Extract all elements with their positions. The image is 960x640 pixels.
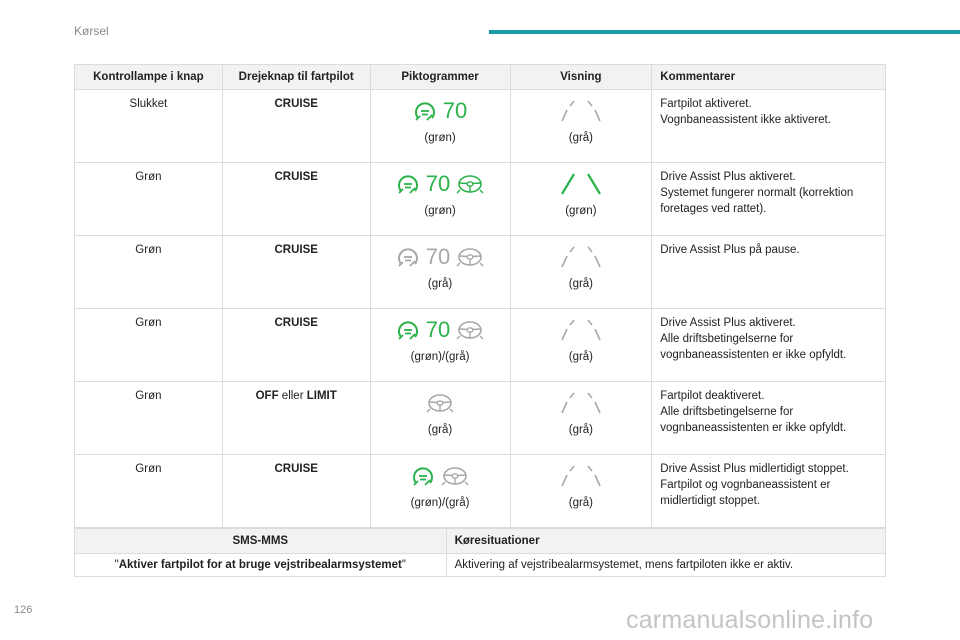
display-caption: (grøn) (565, 205, 597, 217)
lane-right-icon (586, 172, 602, 196)
pictogram-cell (370, 163, 510, 236)
sms-message: Aktiver fartpilot for at bruge vejstribealarmsystemet (118, 559, 402, 571)
lamp-cell: Grøn (75, 163, 223, 236)
section-title: Kørsel (74, 24, 109, 38)
sms-table (74, 528, 886, 577)
pictogram-caption: (grøn)/(grå) (410, 497, 470, 509)
pictogram-cell (370, 455, 510, 528)
header-accent-bar (489, 30, 960, 34)
column-header-situations: Køresituationer (446, 529, 885, 554)
lane-left-icon (560, 464, 576, 488)
pictogram-caption: (grøn) (424, 205, 456, 217)
speed-value: 70 (425, 244, 451, 269)
lamp-cell: Grøn (75, 455, 223, 528)
lamp-cell: Grøn (75, 309, 223, 382)
column-header-pictograms: Piktogrammer (370, 65, 510, 90)
cruise-control-icon (413, 101, 437, 121)
lane-left-icon (560, 318, 576, 342)
comment-line: Alle driftsbetingelserne for vognbaneassistenten er ikke opfyldt. (660, 333, 847, 361)
speed-value: 70 (442, 98, 468, 123)
table-row (75, 163, 886, 236)
pictogram-caption: (grå) (427, 424, 453, 436)
column-header-comments: Kommentarer (652, 65, 886, 90)
knob-cell: CRUISE (222, 455, 370, 528)
sms-header-row (75, 529, 886, 554)
speed-value: 70 (425, 171, 451, 196)
table-row (75, 236, 886, 309)
display-cell (510, 163, 652, 236)
sms-row (75, 554, 886, 577)
steering-wheel-icon (456, 173, 484, 195)
lamp-cell: Grøn (75, 236, 223, 309)
display-caption: (grå) (568, 278, 594, 290)
pictogram-cell (370, 382, 510, 455)
table-row (75, 309, 886, 382)
display-cell (510, 455, 652, 528)
steering-wheel-icon (441, 465, 469, 487)
lamp-cell: Grøn (75, 382, 223, 455)
lane-left-icon (560, 99, 576, 123)
display-cell (510, 382, 652, 455)
cruise-control-icon (396, 320, 420, 340)
display-caption: (grå) (568, 497, 594, 509)
indicator-table (74, 64, 886, 528)
column-header-lamp: Kontrollampe i knap (75, 65, 223, 90)
speed-value: 70 (425, 317, 451, 342)
table-header-row (75, 65, 886, 90)
sms-message-cell: "Aktiver fartpilot for at bruge vejstribealarmsystemet" (75, 554, 447, 577)
comment-line: Vognbaneassistent ikke aktiveret. (660, 114, 831, 126)
pictogram-caption: (grøn) (424, 132, 456, 144)
watermark: carmanualsonline.info (626, 606, 874, 634)
display-caption: (grå) (568, 424, 594, 436)
cruise-control-icon (396, 174, 420, 194)
column-header-sms: SMS-MMS (75, 529, 447, 554)
comment-cell (652, 382, 886, 455)
comment-line: Fartpilot aktiveret. (660, 98, 752, 110)
table-row (75, 382, 886, 455)
comment-cell (652, 163, 886, 236)
comment-line: Drive Assist Plus på pause. (660, 244, 800, 256)
lane-right-icon (586, 99, 602, 123)
page-number: 126 (14, 604, 33, 616)
table-row (75, 455, 886, 528)
steering-wheel-icon (456, 246, 484, 268)
steering-wheel-icon (426, 392, 454, 414)
comment-cell (652, 309, 886, 382)
display-caption: (grå) (568, 351, 594, 363)
comment-line: Fartpilot og vognbaneassistent er midlertidigt stoppet. (660, 479, 831, 507)
display-cell (510, 309, 652, 382)
comment-line: Systemet fungerer normalt (korrektion foretages ved rattet). (660, 187, 854, 215)
comment-line: Drive Assist Plus aktiveret. (660, 317, 796, 329)
cruise-control-icon (411, 466, 435, 486)
comment-line: Drive Assist Plus midlertidigt stoppet. (660, 463, 849, 475)
pictogram-caption: (grå) (427, 278, 453, 290)
display-caption: (grå) (568, 132, 594, 144)
lane-left-icon (560, 391, 576, 415)
knob-cell: CRUISE (222, 236, 370, 309)
lane-left-icon (560, 172, 576, 196)
lane-left-icon (560, 245, 576, 269)
knob-off-label: OFF (255, 390, 279, 402)
lamp-cell: Slukket (75, 90, 223, 163)
comment-cell (652, 90, 886, 163)
steering-wheel-icon (456, 319, 484, 341)
display-cell (510, 236, 652, 309)
knob-cell: CRUISE (222, 163, 370, 236)
pictogram-cell (370, 236, 510, 309)
column-header-knob: Drejeknap til fartpilot (222, 65, 370, 90)
cruise-control-icon (396, 247, 420, 267)
table-row (75, 90, 886, 163)
column-header-display: Visning (510, 65, 652, 90)
pictogram-caption: (grøn)/(grå) (410, 351, 470, 363)
display-cell (510, 90, 652, 163)
comment-line: Drive Assist Plus aktiveret. (660, 171, 796, 183)
knob-cell: CRUISE (222, 90, 370, 163)
pictogram-cell (370, 309, 510, 382)
comment-line: Fartpilot deaktiveret. (660, 390, 765, 402)
comment-cell (652, 236, 886, 309)
knob-connector: eller (278, 390, 307, 402)
lane-right-icon (586, 245, 602, 269)
comment-cell (652, 455, 886, 528)
lane-right-icon (586, 318, 602, 342)
sms-situation-cell: Aktivering af vejstribealarmsystemet, mens fartpiloten ikke er aktiv. (446, 554, 885, 577)
knob-cell (222, 382, 370, 455)
pictogram-cell (370, 90, 510, 163)
comment-line: Alle driftsbetingelserne for vognbaneassistenten er ikke opfyldt. (660, 406, 847, 434)
knob-limit-label: LIMIT (306, 390, 337, 402)
lane-right-icon (586, 464, 602, 488)
knob-cell: CRUISE (222, 309, 370, 382)
lane-right-icon (586, 391, 602, 415)
